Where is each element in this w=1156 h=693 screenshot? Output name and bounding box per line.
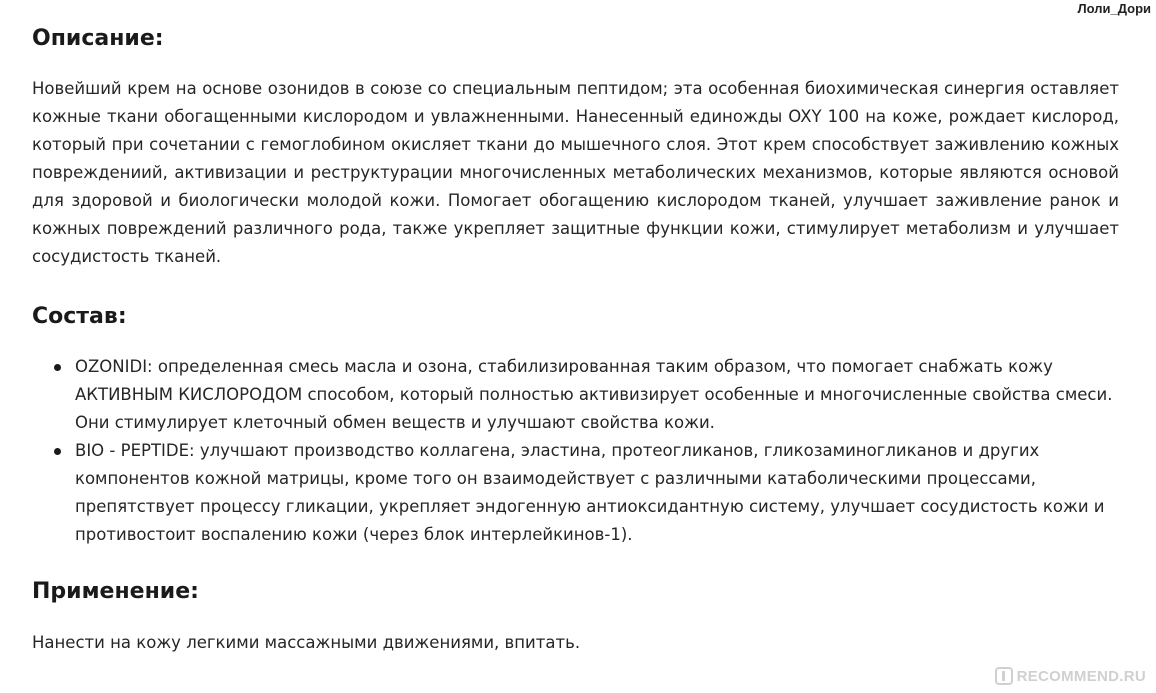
usage-text: Нанести на кожу легкими массажными движениями, впитать. bbox=[32, 633, 581, 652]
composition-list bbox=[32, 353, 1119, 549]
usage-heading: Применение: bbox=[32, 579, 199, 604]
bullet-icon bbox=[54, 364, 61, 371]
list-item bbox=[75, 353, 1119, 437]
description-text: Новейший крем на основе озонидов в союзе со специальным пептидом; эта особенная биохимическая синергия оставляет кожные ткани обогащенными кислородом и увлажненными. Нанесенный единожды OXY 100 на коже, рождает кислород, который при сочетании с гемоглобином окисляет ткани до мышечного слоя. Этот крем способствует заживлению кожных повреждениий, активизации и реструктурации многочисленных метаболических механизмов, которые являются основой для здоровой и биологически молодой кожи. Помогает обогащению кислородом тканей, улучшает заживление ранок и кожных повреждений различного рода, также укрепляет защитные функции кожи, стимулирует метаболизм и улучшает сосудистость тканей. bbox=[32, 79, 1119, 266]
bullet-icon bbox=[54, 448, 61, 455]
composition-item-text: BIO - PEPTIDE: улучшают производство коллагена, эластина, протеогликанов, гликозаминогликанов и других компонентов кожной матрицы, кроме того он взаимодействует с различными катаболическими процессами, препятствует процессу гликации, укрепляет эндогенную антиоксидантную систему, улучшает сосудистость кожи и противостоит воспалению кожи (через блок интерлейкинов-1). bbox=[75, 441, 1105, 544]
description-heading: Описание: bbox=[32, 26, 164, 51]
watermark-text: RECOMMEND.RU bbox=[1016, 667, 1146, 685]
watermark bbox=[995, 667, 1146, 685]
list-item bbox=[75, 437, 1119, 549]
username-label: Лоли_Дори bbox=[1077, 1, 1151, 16]
composition-item-text: OZONIDI: определенная смесь масла и озона, стабилизированная таким образом, что помогает снабжать кожу АКТИВНЫМ КИСЛОРОДОМ способом, который полностью активизирует особенные и многочисленные свойства смеси. Они стимулирует клеточный обмен веществ и улучшают свойства кожи. bbox=[75, 357, 1113, 432]
composition-heading: Состав: bbox=[32, 304, 127, 329]
recommend-logo-icon bbox=[995, 667, 1013, 685]
